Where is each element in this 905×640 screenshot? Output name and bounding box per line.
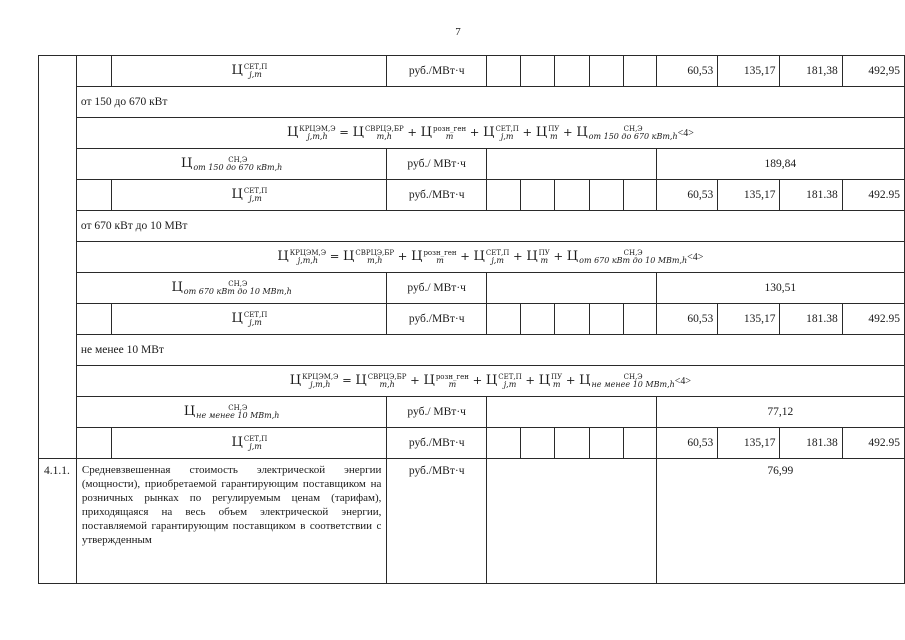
symbol-subscript: j,m,h bbox=[310, 380, 331, 389]
symbol-superscript: КРЦЭМ,Э bbox=[302, 373, 339, 381]
tariff-value-4: 492.95 bbox=[842, 180, 904, 211]
symbol-indices bbox=[539, 249, 550, 265]
symbol-indices bbox=[592, 373, 675, 389]
symbol-superscript: СЕТ,П bbox=[243, 63, 268, 71]
symbol-superscript: ПУ bbox=[548, 125, 560, 133]
symbol-sn bbox=[76, 273, 387, 304]
empty-merged-cell bbox=[486, 273, 656, 304]
tariff-value-3: 181.38 bbox=[780, 428, 842, 459]
symbol-letter: Ц bbox=[483, 125, 495, 140]
formula bbox=[76, 118, 904, 149]
symbol-superscript: розн_ген bbox=[423, 249, 457, 257]
formula-note: <4> bbox=[677, 128, 694, 139]
formula-operator: + bbox=[521, 373, 539, 387]
symbol-superscript: СН,Э bbox=[228, 280, 248, 288]
symbol-superscript: СЕТ,П bbox=[243, 435, 268, 443]
formula bbox=[76, 366, 904, 397]
tariff-value-2: 135,17 bbox=[718, 428, 780, 459]
tariff-symbol bbox=[411, 250, 457, 263]
symbol-letter: Ц bbox=[411, 249, 423, 264]
empty-cell bbox=[555, 56, 590, 87]
empty-cell bbox=[520, 56, 555, 87]
tariff-symbol bbox=[539, 374, 563, 387]
tariff-symbol bbox=[579, 374, 675, 387]
tariff-symbol bbox=[536, 126, 560, 139]
empty-cell bbox=[486, 304, 520, 335]
symbol-indices bbox=[423, 249, 456, 265]
tariff-row-sn bbox=[39, 397, 905, 428]
tariff-symbol bbox=[232, 436, 268, 449]
empty-number-cell bbox=[39, 56, 77, 459]
symbol-letter: Ц bbox=[289, 373, 302, 388]
tariff-row-set-p bbox=[39, 180, 905, 211]
symbol-subscript: не менее 10 МВт,h bbox=[196, 411, 280, 420]
empty-cell bbox=[623, 180, 656, 211]
tariff-symbol bbox=[567, 250, 687, 263]
tariff-symbol bbox=[290, 374, 339, 387]
symbol-superscript: СН,Э bbox=[228, 156, 248, 164]
symbol-superscript: СЕТ,П bbox=[485, 249, 510, 257]
tariff-value-4: 492,95 bbox=[842, 56, 904, 87]
empty-cell bbox=[486, 180, 520, 211]
empty-cell bbox=[520, 304, 555, 335]
empty-cell bbox=[555, 428, 590, 459]
empty-cell bbox=[555, 304, 590, 335]
symbol-letter: Ц bbox=[183, 404, 196, 419]
symbol-indices bbox=[244, 63, 267, 79]
empty-cell bbox=[623, 56, 656, 87]
formula-operator: + bbox=[549, 249, 567, 263]
formula-operator: + bbox=[403, 125, 421, 139]
item-description: Средневзвешенная стоимость электрической энергии (мощности), приобретаемой гарантирующим поставщиком на розничных рынках по регулируемым ценам (тарифам), приходящаяся на весь объем электрической энергии, поставляемой гарантирующим поставщиком в соответствии с утвержденным bbox=[76, 459, 387, 584]
tariff-value-4: 492.95 bbox=[842, 428, 904, 459]
tariff-symbol bbox=[181, 157, 282, 170]
symbol-set-p bbox=[112, 304, 387, 335]
empty-cell bbox=[590, 428, 624, 459]
tariff-value-4: 492.95 bbox=[842, 304, 904, 335]
symbol-subscript: j,m bbox=[503, 380, 517, 389]
formula-row bbox=[39, 366, 905, 397]
symbol-letter: Ц bbox=[566, 249, 579, 264]
empty-cell bbox=[555, 180, 590, 211]
formula-note: <4> bbox=[687, 252, 704, 263]
symbol-letter: Ц bbox=[343, 249, 355, 264]
symbol-subscript: от 150 до 670 кВт,h bbox=[193, 163, 283, 172]
symbol-indices bbox=[579, 249, 687, 265]
tariff-symbol bbox=[232, 188, 268, 201]
unit-cell: руб./МВт·ч bbox=[387, 304, 487, 335]
tariff-value-2: 135,17 bbox=[718, 180, 780, 211]
symbol-superscript: СН,Э bbox=[623, 373, 643, 381]
empty-col-b bbox=[76, 428, 112, 459]
tariff-symbol bbox=[232, 312, 268, 325]
symbol-indices bbox=[498, 373, 521, 389]
empty-merged-cell bbox=[486, 149, 656, 180]
symbol-subscript: m bbox=[445, 132, 454, 141]
item-value: 76,99 bbox=[656, 459, 904, 584]
empty-cell bbox=[590, 56, 624, 87]
tariff-value-3: 181.38 bbox=[780, 180, 842, 211]
symbol-indices bbox=[589, 125, 678, 141]
section-title-row bbox=[39, 211, 905, 242]
formula bbox=[76, 242, 904, 273]
empty-cell bbox=[590, 304, 624, 335]
empty-merged-cell bbox=[486, 459, 656, 584]
formula-operator: + bbox=[468, 373, 486, 387]
symbol-letter: Ц bbox=[171, 280, 183, 295]
tariff-row-set-p bbox=[39, 304, 905, 335]
symbol-superscript: СЕТ,П bbox=[243, 311, 268, 319]
formula-operator: = bbox=[326, 249, 344, 263]
section-title: от 150 до 670 кВт bbox=[76, 87, 904, 118]
tariff-symbol bbox=[576, 126, 677, 139]
symbol-superscript: СЕТ,П bbox=[243, 187, 268, 195]
symbol-indices bbox=[302, 373, 338, 389]
tariff-symbol bbox=[171, 281, 291, 294]
tariff-symbol bbox=[355, 374, 406, 387]
symbol-letter: Ц bbox=[181, 156, 193, 171]
symbol-subscript: m bbox=[540, 256, 549, 265]
symbol-superscript: СН,Э bbox=[623, 249, 643, 257]
symbol-indices bbox=[244, 311, 267, 327]
symbol-indices bbox=[368, 373, 407, 389]
tariff-symbol bbox=[486, 374, 522, 387]
empty-col-b bbox=[76, 304, 112, 335]
symbol-subscript: j,m,h bbox=[297, 256, 319, 265]
symbol-indices bbox=[551, 373, 562, 389]
symbol-letter: Ц bbox=[535, 125, 548, 140]
formula-operator: + bbox=[509, 249, 527, 263]
symbol-subscript: j,m bbox=[249, 442, 262, 451]
formula-operator: = bbox=[335, 125, 353, 139]
empty-cell bbox=[590, 180, 624, 211]
formula-operator: + bbox=[562, 373, 580, 387]
tariff-row-set-p bbox=[39, 428, 905, 459]
formula-operator: + bbox=[406, 373, 424, 387]
symbol-subscript: m,h bbox=[379, 380, 395, 389]
symbol-set-p bbox=[112, 56, 387, 87]
tariff-symbol bbox=[232, 64, 268, 77]
symbol-subscript: m bbox=[549, 132, 558, 141]
tariff-symbol bbox=[353, 126, 404, 139]
symbol-superscript: СЕТ,П bbox=[495, 125, 519, 133]
tariff-row-set-p bbox=[39, 56, 905, 87]
symbol-indices bbox=[299, 125, 335, 141]
symbol-indices bbox=[244, 435, 267, 451]
symbol-subscript: m bbox=[448, 380, 457, 389]
tariff-value-2: 135,17 bbox=[718, 304, 780, 335]
symbol-subscript: j,m,h bbox=[307, 132, 328, 141]
unit-cell: руб./МВт·ч bbox=[387, 180, 487, 211]
symbol-superscript: ПУ bbox=[551, 373, 563, 381]
sn-value: 130,51 bbox=[656, 273, 904, 304]
symbol-indices bbox=[548, 125, 559, 141]
empty-cell bbox=[486, 56, 520, 87]
sn-value: 189,84 bbox=[656, 149, 904, 180]
sn-value: 77,12 bbox=[656, 397, 904, 428]
symbol-subscript: j,m bbox=[249, 318, 262, 327]
empty-cell bbox=[520, 180, 555, 211]
formula-operator: + bbox=[466, 125, 484, 139]
formula-operator: + bbox=[456, 249, 474, 263]
unit-cell: руб./ МВт·ч bbox=[387, 273, 487, 304]
symbol-superscript: СЕТ,П bbox=[498, 373, 522, 381]
symbol-letter: Ц bbox=[526, 249, 538, 264]
symbol-letter: Ц bbox=[355, 373, 367, 388]
symbol-subscript: от 150 до 670 кВт,h bbox=[588, 132, 678, 141]
formula-row bbox=[39, 118, 905, 149]
item-number: 4.1.1. bbox=[39, 459, 77, 584]
symbol-indices bbox=[184, 280, 292, 296]
empty-cell bbox=[623, 428, 656, 459]
symbol-indices bbox=[355, 249, 394, 265]
tariff-value-1: 60,53 bbox=[656, 56, 718, 87]
section-title: не менее 10 МВт bbox=[76, 335, 904, 366]
tariff-value-1: 60,53 bbox=[656, 304, 718, 335]
symbol-indices bbox=[433, 125, 466, 141]
symbol-superscript: КРЦЭМ,Э bbox=[299, 125, 336, 133]
formula-operator: + bbox=[518, 125, 536, 139]
tariff-symbol bbox=[277, 250, 326, 263]
tariff-symbol bbox=[343, 250, 394, 263]
item-4-1-1-row bbox=[39, 459, 905, 584]
tariff-symbol bbox=[483, 126, 519, 139]
tariff-table bbox=[38, 55, 905, 584]
symbol-subscript: j,m bbox=[500, 132, 514, 141]
section-title: от 670 кВт до 10 МВт bbox=[76, 211, 904, 242]
page-number: 7 bbox=[455, 26, 461, 38]
section-title-row bbox=[39, 87, 905, 118]
unit-cell: руб./ МВт·ч bbox=[387, 397, 487, 428]
symbol-subscript: от 670 кВт до 10 МВт,h bbox=[579, 256, 688, 265]
formula-row bbox=[39, 242, 905, 273]
unit-cell: руб./МВт·ч bbox=[387, 56, 487, 87]
formula-operator: + bbox=[394, 249, 412, 263]
symbol-indices bbox=[486, 249, 509, 265]
symbol-letter: Ц bbox=[286, 125, 299, 140]
symbol-subscript: m,h bbox=[367, 256, 383, 265]
empty-cell bbox=[623, 304, 656, 335]
tariff-row-sn bbox=[39, 149, 905, 180]
tariff-symbol bbox=[423, 374, 469, 387]
tariff-value-3: 181.38 bbox=[780, 304, 842, 335]
unit-cell: руб./МВт·ч bbox=[387, 428, 487, 459]
symbol-letter: Ц bbox=[420, 125, 432, 140]
symbol-indices bbox=[196, 404, 279, 420]
symbol-subscript: m bbox=[552, 380, 561, 389]
tariff-symbol bbox=[287, 126, 336, 139]
empty-cell bbox=[486, 428, 520, 459]
empty-cell bbox=[520, 428, 555, 459]
formula-operator: = bbox=[338, 373, 356, 387]
symbol-superscript: СВРЦЭ,БР bbox=[367, 373, 407, 381]
tariff-symbol bbox=[184, 405, 280, 418]
tariff-value-3: 181,38 bbox=[780, 56, 842, 87]
empty-col-b bbox=[76, 56, 112, 87]
symbol-subscript: от 670 кВт до 10 МВт,h bbox=[183, 287, 292, 296]
symbol-superscript: розн_ген bbox=[432, 125, 467, 133]
symbol-superscript: розн_ген bbox=[435, 373, 469, 381]
symbol-indices bbox=[365, 125, 404, 141]
symbol-letter: Ц bbox=[485, 373, 498, 388]
symbol-letter: Ц bbox=[277, 249, 289, 264]
symbol-indices bbox=[290, 249, 326, 265]
symbol-letter: Ц bbox=[579, 373, 591, 388]
unit-cell: руб./ МВт·ч bbox=[387, 149, 487, 180]
symbol-letter: Ц bbox=[423, 373, 435, 388]
symbol-superscript: СВРЦЭ,БР bbox=[355, 249, 395, 257]
symbol-subscript: j,m bbox=[491, 256, 504, 265]
tariff-value-1: 60,53 bbox=[656, 428, 718, 459]
empty-col-b bbox=[76, 180, 112, 211]
symbol-sn bbox=[76, 149, 387, 180]
symbol-subscript: m bbox=[436, 256, 444, 265]
symbol-indices bbox=[244, 187, 267, 203]
formula-note: <4> bbox=[674, 376, 692, 387]
symbol-sn bbox=[76, 397, 387, 428]
formula-operator: + bbox=[559, 125, 577, 139]
symbol-subscript: m,h bbox=[376, 132, 392, 141]
symbol-letter: Ц bbox=[231, 187, 243, 202]
tariff-symbol bbox=[526, 250, 550, 263]
symbol-subscript: не менее 10 МВт,h bbox=[591, 380, 675, 389]
tariff-value-1: 60,53 bbox=[656, 180, 718, 211]
symbol-letter: Ц bbox=[576, 125, 588, 140]
symbol-letter: Ц bbox=[231, 63, 243, 78]
symbol-letter: Ц bbox=[538, 373, 551, 388]
tariff-symbol bbox=[421, 126, 467, 139]
empty-merged-cell bbox=[486, 397, 656, 428]
symbol-letter: Ц bbox=[231, 435, 243, 450]
symbol-indices bbox=[436, 373, 469, 389]
unit-cell: руб./МВт·ч bbox=[387, 459, 487, 584]
symbol-indices bbox=[193, 156, 282, 172]
symbol-subscript: j,m bbox=[249, 194, 262, 203]
tariff-symbol bbox=[474, 250, 510, 263]
section-title-row bbox=[39, 335, 905, 366]
symbol-superscript: СН,Э bbox=[623, 125, 643, 133]
symbol-letter: Ц bbox=[352, 125, 364, 140]
symbol-subscript: j,m bbox=[249, 70, 262, 79]
symbol-superscript: КРЦЭМ,Э bbox=[289, 249, 327, 257]
tariff-value-2: 135,17 bbox=[718, 56, 780, 87]
symbol-indices bbox=[495, 125, 518, 141]
symbol-superscript: СВРЦЭ,БР bbox=[364, 125, 404, 133]
symbol-superscript: ПУ bbox=[538, 249, 550, 257]
symbol-letter: Ц bbox=[473, 249, 485, 264]
tariff-row-sn bbox=[39, 273, 905, 304]
symbol-set-p bbox=[112, 180, 387, 211]
symbol-superscript: СН,Э bbox=[228, 404, 248, 412]
symbol-set-p bbox=[112, 428, 387, 459]
symbol-letter: Ц bbox=[231, 311, 243, 326]
